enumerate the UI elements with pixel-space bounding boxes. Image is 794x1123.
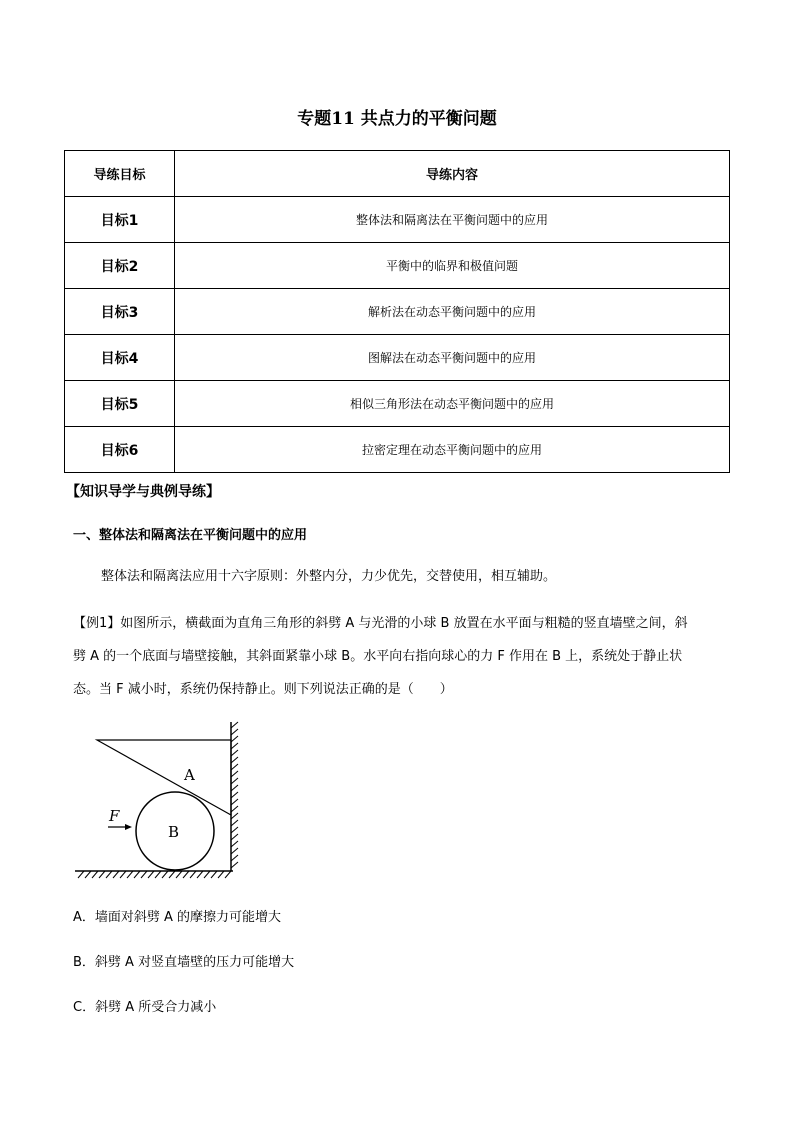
option-c: C．斜劈 A 所受合力减小	[73, 1000, 217, 1015]
wedge-a	[97, 740, 231, 815]
content-cell: 图解法在动态平衡问题中的应用	[175, 335, 730, 381]
goal-cell: 目标6	[65, 427, 175, 473]
goals-table	[64, 150, 730, 473]
subheading: 一、整体法和隔离法在平衡问题中的应用	[73, 528, 308, 543]
table-row	[65, 289, 730, 335]
principle-text: 整体法和隔离法应用十六字原则：外整内分，力少优先，交替使用，相互辅助。	[101, 569, 557, 584]
content-cell: 解析法在动态平衡问题中的应用	[175, 289, 730, 335]
content-cell: 平衡中的临界和极值问题	[175, 243, 730, 289]
arrow-head	[125, 824, 132, 830]
goal-cell: 目标5	[65, 381, 175, 427]
goal-cell: 目标1	[65, 197, 175, 243]
content-cell: 拉密定理在动态平衡问题中的应用	[175, 427, 730, 473]
table-row	[65, 243, 730, 289]
section-heading: 【知识导学与典例导练】	[66, 484, 220, 500]
option-a: A．墙面对斜劈 A 的摩擦力可能增大	[73, 910, 282, 925]
example-line: 劈 A 的一个底面与墙壁接触，其斜面紧靠小球 B。水平向右指向球心的力 F 作用在 B 上，系统处于静止状	[73, 649, 683, 664]
content-cell: 整体法和隔离法在平衡问题中的应用	[175, 197, 730, 243]
label-a: A	[184, 766, 195, 784]
table-row	[65, 197, 730, 243]
goal-cell: 目标3	[65, 289, 175, 335]
example-line: 【例1】如图所示，横截面为直角三角形的斜劈 A 与光滑的小球 B 放置在水平面与粗糙的竖直墙壁之间，斜	[73, 616, 688, 631]
label-f: F	[109, 807, 120, 825]
table-header-content: 导练内容	[175, 151, 730, 197]
physics-figure	[70, 720, 240, 882]
goal-cell: 目标2	[65, 243, 175, 289]
option-b: B．斜劈 A 对竖直墙壁的压力可能增大	[73, 955, 295, 970]
table-header-row	[65, 151, 730, 197]
label-b: B	[168, 823, 180, 841]
table-header-goal: 导练目标	[65, 151, 175, 197]
table-row	[65, 335, 730, 381]
table-row	[65, 427, 730, 473]
table-row	[65, 381, 730, 427]
goal-cell: 目标4	[65, 335, 175, 381]
page-title: 专题11 共点力的平衡问题	[297, 109, 497, 129]
example-line: 态。当 F 减小时，系统仍保持静止。则下列说法正确的是（ ）	[73, 682, 453, 697]
content-cell: 相似三角形法在动态平衡问题中的应用	[175, 381, 730, 427]
